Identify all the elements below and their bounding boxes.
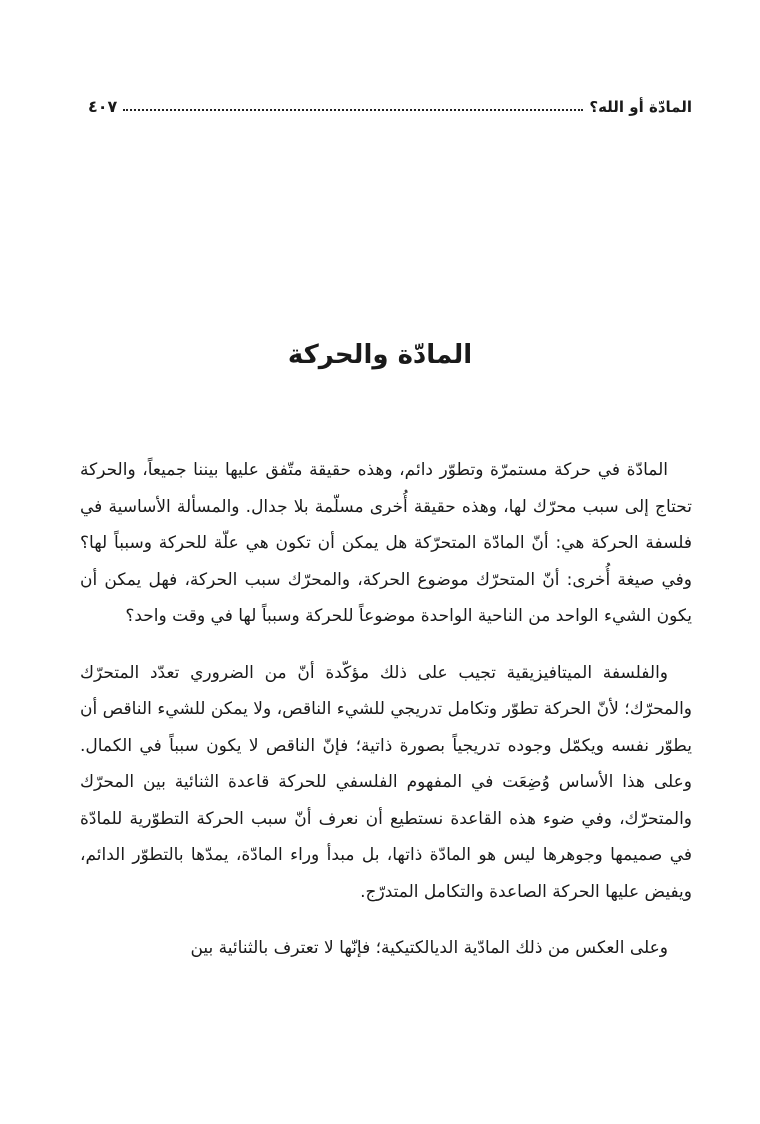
paragraph: وعلى العكس من ذلك المادّية الديالكتيكية؛ فإنّها لا تعترف بالثنائية بين [190, 938, 668, 958]
running-header-title: المادّة أو الله؟ [589, 98, 692, 116]
body-text [80, 452, 692, 987]
paragraph: المادّة في حركة مستمرّة وتطوّر دائم، وهذه حقيقة متّفق عليها بيننا جميعاً، والحركة تحتاج إلى سبب محرّك لها، وهذه حقيقة أُخرى مسلّمة بلا جدال. والمسألة الأساسية في فلسفة الحركة هي: أنّ المادّة المتحرّكة هل يمكن أن تكون هي علّة للحركة وسبباً لها؟ وفي صيغة أُخرى: أنّ المتحرّك موضوع الحركة، والمحرّك سبب الحركة، فهل يمكن أن يكون الشيء الواحد من الناحية الواحدة موضوعاً للحركة وسبباً لها في وقت واحد؟ [80, 460, 692, 626]
paragraph: والفلسفة الميتافيزيقية تجيب على ذلك مؤكّدة أنّ من الضروري تعدّد المتحرّك والمحرّك؛ لأنّ الحركة تطوّر وتكامل تدريجي للشيء الناقص، ولا يمكن للشيء الناقص أن يطوّر نفسه ويكمّل وجوده تدريجياً بصورة ذاتية؛ فإنّ الناقص لا يكون سبباً في الكمال. وعلى هذا الأساس وُضِعَت في المفهوم الفلسفي للحركة قاعدة الثنائية بين المحرّك والمتحرّك، وفي ضوء هذه القاعدة نستطيع أن نعرف أنّ سبب الحركة التطوّرية للمادّة في صميمها وجوهرها ليس هو المادّة ذاتها، بل مبدأ وراء المادّة، يمدّها بالتطوّر الدائم، ويفيض عليها الحركة الصاعدة والتكامل المتدرّج. [80, 662, 692, 902]
page-number: ٤٠٧ [88, 97, 118, 116]
running-header [88, 88, 692, 116]
dotted-leader [123, 109, 583, 111]
chapter-title: المادّة والحركة [287, 340, 473, 370]
